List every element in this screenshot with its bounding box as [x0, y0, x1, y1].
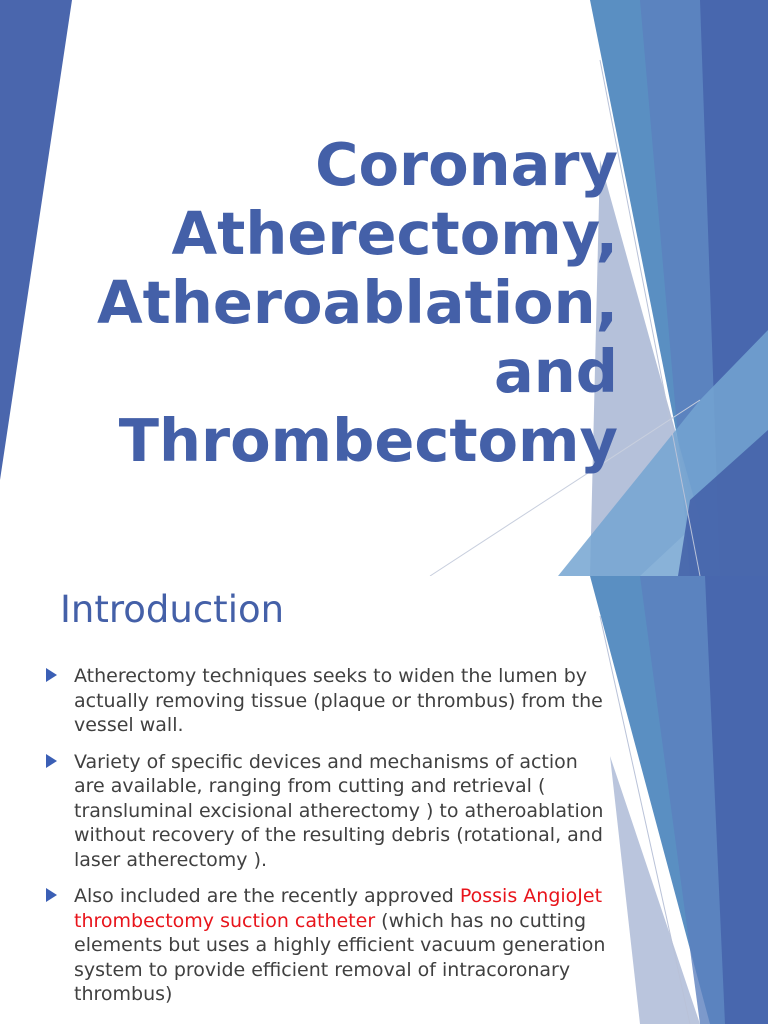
bullet-text: Atherectomy techniques seeks to widen the lumen by actually removing tissue (plaque or thrombus) from the vessel wall.	[74, 665, 603, 736]
section-title: Introduction	[60, 588, 285, 631]
bullet-text: Variety of specific devices and mechanisms of action are available, ranging from cutting and retrieval ( transluminal excisional atherectomy ) to atheroablation without recovery of the resulting debris (rotational, and laser atherectomy ).	[74, 750, 604, 871]
title-line: Thrombectomy	[118, 406, 618, 475]
title-line: and	[493, 337, 618, 406]
title-line: Atherectomy,	[171, 199, 618, 268]
bullet-arrow-icon	[46, 668, 57, 682]
list-item	[46, 750, 606, 873]
list-item	[46, 884, 606, 1007]
bullet-arrow-icon	[46, 888, 57, 902]
bullet-arrow-icon	[46, 754, 57, 768]
list-item	[46, 664, 606, 738]
highlighted-device-name: Possis AngioJet thrombectomy suction catheter	[74, 885, 603, 932]
introduction-slide	[0, 576, 768, 1024]
title-line: Coronary	[315, 130, 618, 199]
title-line: Atheroablation,	[97, 268, 618, 337]
bullet-list	[46, 664, 606, 1019]
presentation-title	[18, 130, 618, 475]
bullet-text: (which has no cutting elements but uses a highly efficient vacuum generation system to provide efficient removal of intracoronary thrombus)	[74, 909, 606, 1005]
bullet-text: Also included are the recently approved	[74, 885, 460, 907]
